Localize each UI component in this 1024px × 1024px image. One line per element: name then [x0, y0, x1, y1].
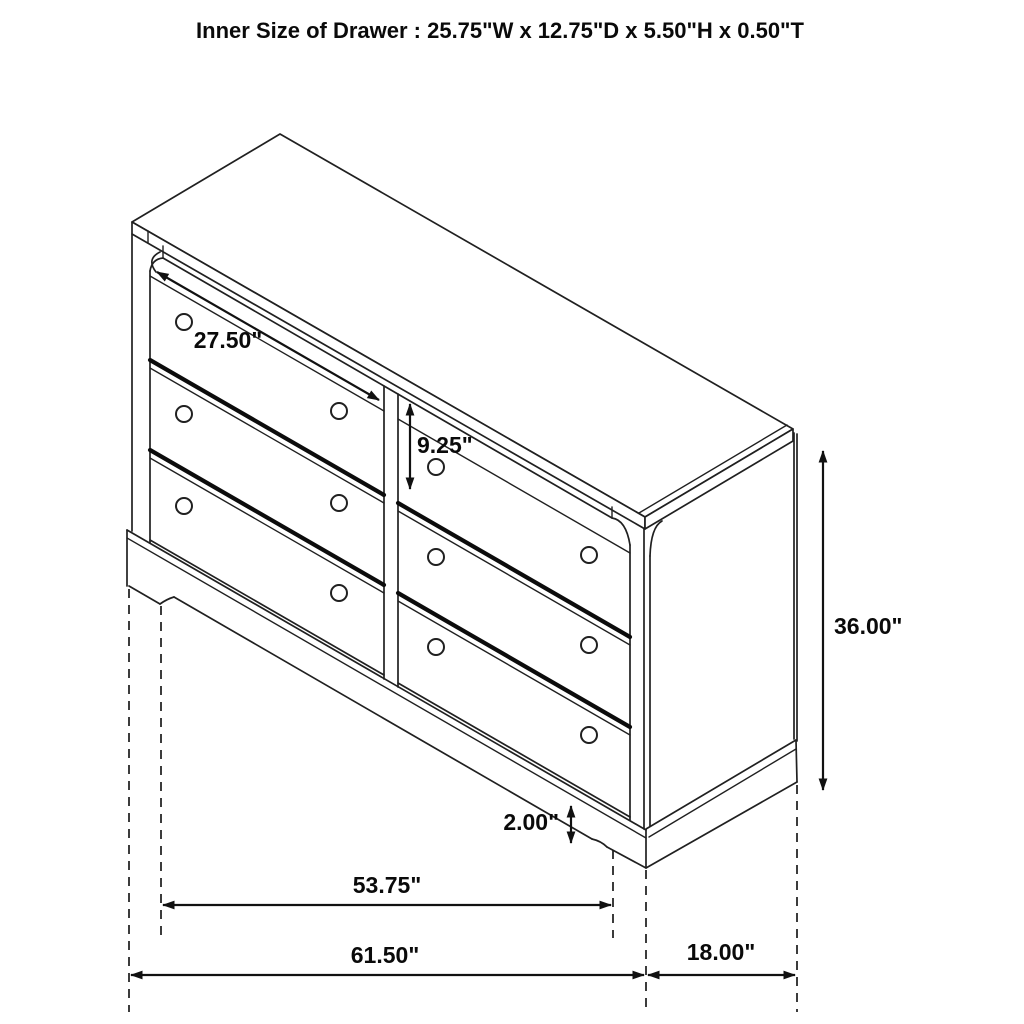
left-foot-bottom — [129, 586, 160, 604]
side-base-top-edge — [646, 740, 796, 829]
drawer-gap-line — [150, 450, 384, 585]
drawer-knob — [176, 498, 192, 514]
right-foot-arch — [592, 839, 607, 847]
drawer-knob — [176, 314, 192, 330]
base-top-edge — [127, 530, 646, 830]
drawer-knob — [581, 727, 597, 743]
dim-overall-height — [823, 451, 902, 790]
drawer-knob — [428, 459, 444, 475]
drawer-bottom-edge — [398, 683, 630, 817]
drawer-knob — [581, 637, 597, 653]
drawer-bottom-edge — [150, 540, 384, 675]
dim-depth — [648, 939, 795, 975]
drawer-knob — [331, 403, 347, 419]
base-molding-line — [127, 538, 646, 838]
drawer-top-edge — [150, 368, 384, 503]
dim-label-base-height: 2.00" — [503, 809, 559, 835]
top-face — [132, 134, 793, 517]
drawer-top-edge — [398, 511, 630, 645]
drawer-top-edge — [150, 458, 384, 593]
drawer-knob — [581, 547, 597, 563]
dim-label-depth: 18.00" — [686, 939, 756, 965]
dim-overall-width — [131, 942, 644, 975]
dim-label-drawer-height: 9.25" — [417, 432, 473, 458]
drawer-gap-line — [150, 360, 384, 495]
dim-label-foot-span: 53.75" — [352, 872, 422, 898]
left-foot-arch — [160, 597, 174, 604]
drawer-knob — [176, 406, 192, 422]
dim-base-height — [503, 806, 571, 843]
dim-label-overall-height: 36.00" — [834, 613, 903, 639]
base-plinth — [127, 530, 797, 868]
dresser-drawing — [127, 134, 797, 868]
drawer-knob — [331, 495, 347, 511]
dim-foot-span — [163, 872, 611, 905]
drawer-knob — [428, 549, 444, 565]
right-corner-round — [612, 518, 630, 545]
drawer-knob — [428, 639, 444, 655]
side-corner-round — [650, 521, 662, 556]
page-title: Inner Size of Drawer : 25.75"W x 12.75"D x 5.50"H x 0.50"T — [196, 18, 804, 43]
drawer-gap-line — [398, 503, 630, 637]
side-base-back-edge — [796, 740, 797, 782]
drawer-knob — [331, 585, 347, 601]
dim-label-overall-width: 61.50" — [350, 942, 420, 968]
base-arch-rail-bottom — [174, 597, 592, 839]
dim-label-drawer-width: 27.50" — [193, 327, 263, 353]
